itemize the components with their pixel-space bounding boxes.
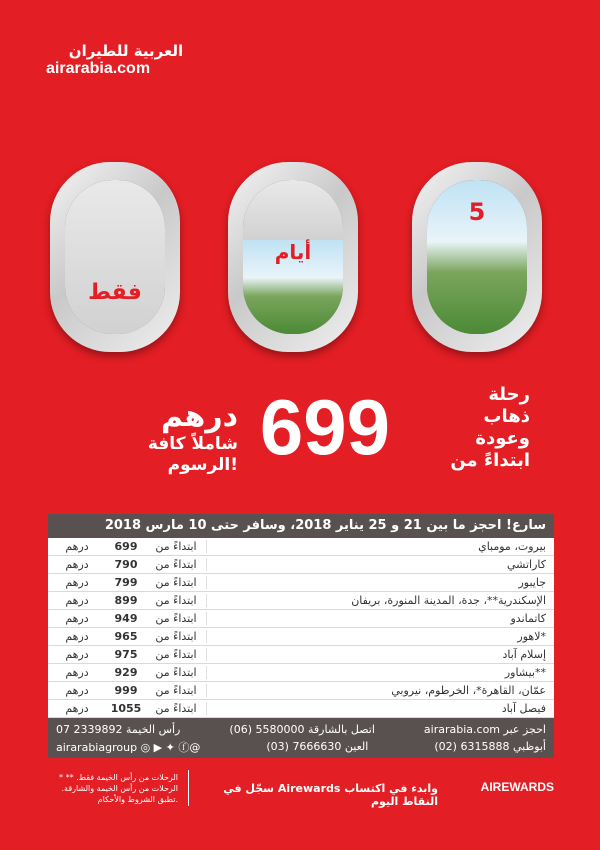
row-currency: درهم [65, 684, 89, 697]
row-from-label: ابتداءً من [155, 576, 197, 589]
row-currency: درهم [65, 630, 89, 643]
price-amount: 699 [259, 383, 391, 471]
row-destination: كاراتشي [206, 558, 554, 571]
row-currency: درهم [65, 576, 89, 589]
row-from-label: ابتداءً من [155, 594, 197, 607]
window-text-five: 5 [468, 198, 486, 226]
table-row [48, 610, 554, 628]
footer-divider [188, 770, 189, 806]
window-text-only: فقط [88, 280, 142, 305]
window-text-days: أيام [274, 240, 312, 264]
row-destination: بيشاور** [206, 666, 554, 679]
price-currency: درهم [161, 399, 238, 434]
intro-line: رحلة [488, 384, 530, 405]
row-price: 1055 [110, 702, 142, 715]
table-row [48, 574, 554, 592]
row-destination: الإسكندرية**، جدة، المدينة المنورة، بريفان [206, 594, 554, 607]
row-price: 929 [114, 666, 138, 679]
social-handle[interactable] [56, 739, 200, 755]
row-currency: درهم [65, 666, 89, 679]
row-currency: درهم [65, 558, 89, 571]
price-details [98, 400, 238, 476]
intro-line: ابتداءً من [450, 450, 530, 471]
row-from-label: ابتداءً من [155, 684, 197, 697]
airplane-window-right [412, 162, 542, 352]
rewards-text[interactable]: سجّل في Airewards وابدء في اكتساب النقاط اليوم [223, 782, 438, 808]
inclusive-line: شاملاً كافة [147, 434, 238, 454]
row-price: 899 [114, 594, 138, 607]
row-price: 999 [114, 684, 138, 697]
table-header: سارع! احجز ما بين 21 و 25 يناير 2018، وسافر حتى 10 مارس 2018 [48, 514, 554, 538]
table-row [48, 556, 554, 574]
row-currency: درهم [65, 702, 89, 715]
logo-arabic: العربية للطيران [68, 42, 184, 60]
intro-line: وعودة [475, 428, 530, 449]
table-body [48, 538, 554, 718]
airplane-window-left [50, 162, 180, 352]
row-destination: إسلام آباد [206, 648, 554, 661]
row-destination: جايبور [206, 576, 554, 589]
row-price: 975 [114, 648, 138, 661]
row-currency: درهم [65, 540, 89, 553]
table-row [48, 646, 554, 664]
row-price: 799 [114, 576, 138, 589]
table-row [48, 628, 554, 646]
row-destination: كاتماندو [206, 612, 554, 625]
table-row [48, 538, 554, 556]
row-currency: درهم [65, 612, 89, 625]
footer [48, 770, 554, 810]
row-price: 965 [114, 630, 138, 643]
intro-line: ذهاب [483, 406, 530, 427]
row-from-label: ابتداءً من [155, 558, 197, 571]
row-from-label: ابتداءً من [155, 648, 197, 661]
table-row [48, 700, 554, 718]
row-destination: بيروت، مومباي [206, 540, 554, 553]
footnote: * الرحلات من رأس الخيمة فقط. ** الرحلات من رأس الخيمة والشارقة. تطبق الشروط والأحكام. [59, 773, 178, 804]
row-currency: درهم [65, 594, 89, 607]
book-online-link[interactable]: احجز عبر airarabia.com [423, 723, 546, 736]
row-destination: عمّان، القاهرة*، الخرطوم، نيروبي [206, 684, 554, 697]
row-price: 790 [114, 558, 138, 571]
row-destination: فيصل آباد [206, 702, 554, 715]
rewards-logo[interactable]: AIREWARDS [480, 780, 554, 794]
inclusive-line: الرسوم! [167, 455, 238, 475]
sharjah-phone[interactable]: اتصل بالشارقة 5580000 (06) [229, 723, 375, 736]
table-row [48, 592, 554, 610]
price-intro [410, 384, 530, 472]
row-destination: لاهور* [206, 630, 554, 643]
row-price: 699 [114, 540, 138, 553]
brand-logo[interactable] [46, 42, 206, 78]
logo-english: airarabia.com [46, 60, 151, 77]
social-handle-text: @airarabiagroup [56, 740, 201, 754]
row-price: 949 [114, 612, 138, 625]
row-from-label: ابتداءً من [155, 612, 197, 625]
row-from-label: ابتداءً من [155, 702, 197, 715]
abudhabi-phone[interactable]: أبوظبي 6315888 (02) [434, 740, 546, 753]
row-from-label: ابتداءً من [155, 666, 197, 679]
alain-phone[interactable]: العين 7666630 (03) [266, 740, 369, 753]
rak-phone[interactable]: رأس الخيمة 2339892 07 [56, 723, 181, 736]
social-icons[interactable]: ◎ ▶ ✦ ⓕ [140, 740, 190, 754]
row-from-label: ابتداءً من [155, 630, 197, 643]
table-row [48, 682, 554, 700]
row-currency: درهم [65, 648, 89, 661]
contact-bar [48, 718, 554, 758]
row-from-label: ابتداءً من [155, 540, 197, 553]
table-row [48, 664, 554, 682]
destinations-table [48, 514, 554, 758]
airplane-window-center [228, 162, 358, 352]
